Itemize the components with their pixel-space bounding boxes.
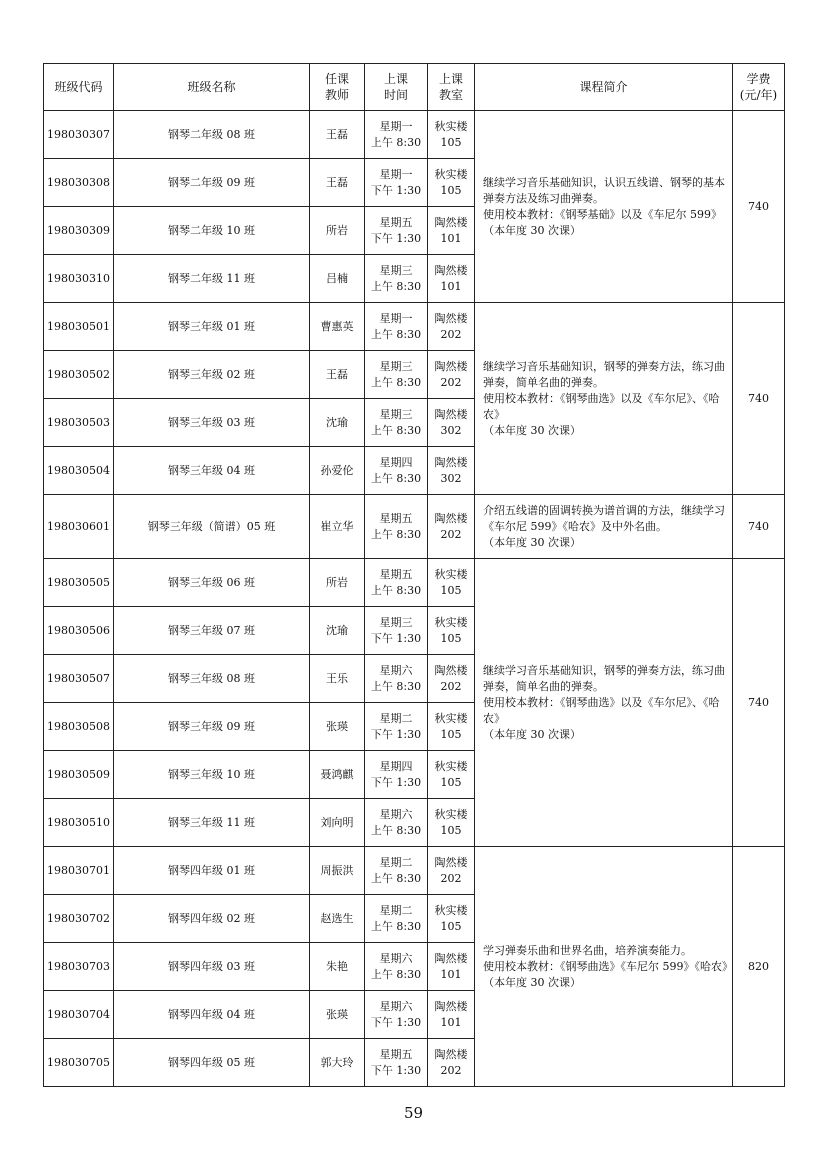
header-intro: 课程简介 (475, 64, 733, 111)
class-code: 198030702 (44, 895, 114, 943)
teacher-name: 王磊 (310, 351, 365, 399)
room-number: 101 (440, 1015, 462, 1029)
header-row (44, 64, 785, 111)
course-intro-line: 使用校本教材：《钢琴曲选》《车尼尔 599》《哈农》 (483, 959, 733, 973)
class-hour: 上午 8:30 (370, 279, 422, 293)
class-code: 198030601 (44, 495, 114, 559)
course-intro-line: 介绍五线谱的固调转换为谱首调的方法，继续学习《车尔尼 599》《哈农》及中外名曲。 (483, 503, 725, 533)
class-name: 钢琴三年级 11 班 (114, 799, 310, 847)
class-room (428, 255, 475, 303)
course-intro-line: （本年度 30 次课） (483, 727, 581, 741)
room-number: 105 (440, 183, 462, 197)
class-day: 星期六 (379, 663, 413, 677)
room-building: 秋实楼 (434, 807, 468, 821)
teacher-name: 所岩 (310, 559, 365, 607)
class-hour: 下午 1:30 (370, 183, 422, 197)
course-intro-line: （本年度 30 次课） (483, 223, 581, 237)
class-name: 钢琴四年级 04 班 (114, 991, 310, 1039)
class-time (365, 655, 428, 703)
room-building: 秋实楼 (434, 119, 468, 133)
class-code: 198030308 (44, 159, 114, 207)
class-hour: 上午 8:30 (370, 375, 422, 389)
class-time (365, 351, 428, 399)
room-building: 秋实楼 (434, 567, 468, 581)
teacher-name: 张瑛 (310, 991, 365, 1039)
course-intro-line: （本年度 30 次课） (483, 535, 581, 549)
class-name: 钢琴三年级 03 班 (114, 399, 310, 447)
class-room (428, 303, 475, 351)
room-number: 105 (440, 631, 462, 645)
class-room (428, 559, 475, 607)
class-name: 钢琴四年级 02 班 (114, 895, 310, 943)
class-time (365, 895, 428, 943)
class-code: 198030309 (44, 207, 114, 255)
class-code: 198030501 (44, 303, 114, 351)
class-hour: 上午 8:30 (370, 471, 422, 485)
tuition-fee: 740 (733, 111, 785, 303)
class-hour: 上午 8:30 (370, 823, 422, 837)
class-hour: 上午 8:30 (370, 871, 422, 885)
class-hour: 下午 1:30 (370, 631, 422, 645)
teacher-name: 周振洪 (310, 847, 365, 895)
header-class-code: 班级代码 (44, 64, 114, 111)
teacher-name: 刘向明 (310, 799, 365, 847)
class-room (428, 1039, 475, 1087)
class-hour: 下午 1:30 (370, 1015, 422, 1029)
class-hour: 上午 8:30 (370, 583, 422, 597)
class-name: 钢琴四年级 05 班 (114, 1039, 310, 1087)
room-building: 陶然楼 (434, 263, 468, 277)
room-number: 105 (440, 775, 462, 789)
room-building: 陶然楼 (434, 855, 468, 869)
class-hour: 上午 8:30 (370, 679, 422, 693)
teacher-name: 张瑛 (310, 703, 365, 751)
class-name: 钢琴三年级 07 班 (114, 607, 310, 655)
course-intro (475, 559, 733, 847)
room-building: 秋实楼 (434, 615, 468, 629)
teacher-name: 曹惠英 (310, 303, 365, 351)
room-number: 101 (440, 231, 462, 245)
class-name: 钢琴三年级 04 班 (114, 447, 310, 495)
teacher-name: 王磊 (310, 111, 365, 159)
room-building: 陶然楼 (434, 311, 468, 325)
class-name: 钢琴四年级 03 班 (114, 943, 310, 991)
class-hour: 下午 1:30 (370, 727, 422, 741)
room-building: 陶然楼 (434, 359, 468, 373)
class-time (365, 255, 428, 303)
table-row (44, 111, 785, 159)
tuition-fee: 740 (733, 495, 785, 559)
class-day: 星期二 (379, 903, 413, 917)
room-number: 105 (440, 727, 462, 741)
class-room (428, 207, 475, 255)
course-intro-line: 继续学习音乐基础知识，认识五线谱、钢琴的基本弹奏方法及练习曲弹奏。 (483, 175, 725, 205)
course-intro-line: （本年度 30 次课） (483, 975, 581, 989)
class-code: 198030502 (44, 351, 114, 399)
class-day: 星期三 (379, 359, 413, 373)
course-intro-line: 使用校本教材：《钢琴基础》以及《车尼尔 599》 (483, 207, 722, 221)
class-room (428, 399, 475, 447)
header-fee: 学费 (元/年) (733, 64, 785, 111)
table-row (44, 303, 785, 351)
room-building: 陶然楼 (434, 999, 468, 1013)
class-code: 198030509 (44, 751, 114, 799)
class-name: 钢琴三年级 10 班 (114, 751, 310, 799)
table-row (44, 495, 785, 559)
room-building: 陶然楼 (434, 215, 468, 229)
class-day: 星期三 (379, 615, 413, 629)
room-building: 陶然楼 (434, 951, 468, 965)
class-hour: 上午 8:30 (370, 423, 422, 437)
class-time (365, 559, 428, 607)
class-room (428, 111, 475, 159)
class-time (365, 159, 428, 207)
room-number: 202 (440, 327, 462, 341)
class-day: 星期一 (379, 311, 413, 325)
class-room (428, 655, 475, 703)
class-hour: 下午 1:30 (370, 775, 422, 789)
class-room (428, 943, 475, 991)
class-room (428, 751, 475, 799)
header-class-name: 班级名称 (114, 64, 310, 111)
class-time (365, 303, 428, 351)
class-time (365, 1039, 428, 1087)
class-time (365, 399, 428, 447)
teacher-name: 吕楠 (310, 255, 365, 303)
class-name: 钢琴三年级 08 班 (114, 655, 310, 703)
room-building: 秋实楼 (434, 167, 468, 181)
class-room (428, 895, 475, 943)
class-time (365, 703, 428, 751)
room-building: 陶然楼 (434, 663, 468, 677)
class-time (365, 447, 428, 495)
course-intro (475, 111, 733, 303)
class-day: 星期六 (379, 999, 413, 1013)
page-number: 59 (403, 1104, 424, 1122)
class-name: 钢琴四年级 01 班 (114, 847, 310, 895)
class-time (365, 495, 428, 559)
room-number: 105 (440, 919, 462, 933)
class-room (428, 847, 475, 895)
class-name: 钢琴三年级 06 班 (114, 559, 310, 607)
room-building: 陶然楼 (434, 1047, 468, 1061)
class-day: 星期二 (379, 711, 413, 725)
teacher-name: 王磊 (310, 159, 365, 207)
class-code: 198030503 (44, 399, 114, 447)
table-row (44, 847, 785, 895)
course-intro-line: 使用校本教材：《钢琴曲选》以及《车尔尼》、《哈农》 (483, 391, 720, 421)
class-code: 198030507 (44, 655, 114, 703)
class-name: 钢琴二年级 09 班 (114, 159, 310, 207)
class-time (365, 751, 428, 799)
class-hour: 上午 8:30 (370, 135, 422, 149)
class-hour: 上午 8:30 (370, 967, 422, 981)
class-room (428, 607, 475, 655)
class-day: 星期四 (379, 759, 413, 773)
class-code: 198030510 (44, 799, 114, 847)
class-code: 198030703 (44, 943, 114, 991)
class-hour: 上午 8:30 (370, 327, 422, 341)
header-teacher: 任课 教师 (310, 64, 365, 111)
course-schedule-table (43, 63, 785, 1087)
teacher-name: 崔立华 (310, 495, 365, 559)
class-code: 198030310 (44, 255, 114, 303)
class-time (365, 607, 428, 655)
tuition-fee: 740 (733, 303, 785, 495)
class-room (428, 159, 475, 207)
header-room: 上课 教室 (428, 64, 475, 111)
course-intro-line: 学习弹奏乐曲和世界名曲，培养演奏能力。 (483, 943, 692, 957)
room-number: 101 (440, 967, 462, 981)
teacher-name: 聂鸿麒 (310, 751, 365, 799)
room-building: 陶然楼 (434, 407, 468, 421)
class-time (365, 799, 428, 847)
class-room (428, 495, 475, 559)
class-code: 198030704 (44, 991, 114, 1039)
class-day: 星期三 (379, 407, 413, 421)
room-building: 陶然楼 (434, 455, 468, 469)
class-day: 星期二 (379, 855, 413, 869)
class-hour: 上午 8:30 (370, 527, 422, 541)
room-building: 秋实楼 (434, 711, 468, 725)
teacher-name: 所岩 (310, 207, 365, 255)
class-day: 星期五 (379, 567, 413, 581)
class-hour: 下午 1:30 (370, 1063, 422, 1077)
class-code: 198030504 (44, 447, 114, 495)
class-time (365, 207, 428, 255)
class-name: 钢琴二年级 08 班 (114, 111, 310, 159)
class-name: 钢琴三年级（简谱）05 班 (114, 495, 310, 559)
class-time (365, 847, 428, 895)
course-intro-line: （本年度 30 次课） (483, 423, 581, 437)
course-intro-line: 继续学习音乐基础知识，钢琴的弹奏方法，练习曲弹奏，简单名曲的弹奏。 (483, 663, 725, 693)
teacher-name: 沈瑜 (310, 399, 365, 447)
class-hour: 下午 1:30 (370, 231, 422, 245)
class-room (428, 799, 475, 847)
class-code: 198030705 (44, 1039, 114, 1087)
teacher-name: 郭大玲 (310, 1039, 365, 1087)
teacher-name: 朱艳 (310, 943, 365, 991)
room-number: 105 (440, 823, 462, 837)
class-room (428, 991, 475, 1039)
teacher-name: 王乐 (310, 655, 365, 703)
class-code: 198030307 (44, 111, 114, 159)
course-intro (475, 303, 733, 495)
room-number: 302 (440, 423, 462, 437)
room-number: 105 (440, 135, 462, 149)
class-room (428, 447, 475, 495)
class-code: 198030701 (44, 847, 114, 895)
course-intro-line: 继续学习音乐基础知识，钢琴的弹奏方法，练习曲弹奏，简单名曲的弹奏。 (483, 359, 725, 389)
class-day: 星期五 (379, 215, 413, 229)
class-code: 198030508 (44, 703, 114, 751)
course-intro (475, 495, 733, 559)
room-number: 302 (440, 471, 462, 485)
class-day: 星期一 (379, 119, 413, 133)
class-day: 星期一 (379, 167, 413, 181)
tuition-fee: 740 (733, 559, 785, 847)
room-number: 202 (440, 871, 462, 885)
class-name: 钢琴二年级 11 班 (114, 255, 310, 303)
class-name: 钢琴三年级 01 班 (114, 303, 310, 351)
class-day: 星期五 (379, 1047, 413, 1061)
class-day: 星期五 (379, 511, 413, 525)
course-intro (475, 847, 733, 1087)
class-name: 钢琴三年级 09 班 (114, 703, 310, 751)
class-name: 钢琴三年级 02 班 (114, 351, 310, 399)
room-number: 105 (440, 583, 462, 597)
table-row (44, 559, 785, 607)
class-time (365, 111, 428, 159)
class-day: 星期六 (379, 951, 413, 965)
course-intro-line: 使用校本教材：《钢琴曲选》以及《车尔尼》、《哈农》 (483, 695, 720, 725)
room-building: 陶然楼 (434, 511, 468, 525)
teacher-name: 赵选生 (310, 895, 365, 943)
class-day: 星期四 (379, 455, 413, 469)
class-code: 198030506 (44, 607, 114, 655)
room-number: 101 (440, 279, 462, 293)
class-hour: 上午 8:30 (370, 919, 422, 933)
class-room (428, 351, 475, 399)
class-room (428, 703, 475, 751)
tuition-fee: 820 (733, 847, 785, 1087)
class-day: 星期三 (379, 263, 413, 277)
class-code: 198030505 (44, 559, 114, 607)
room-number: 202 (440, 679, 462, 693)
class-day: 星期六 (379, 807, 413, 821)
teacher-name: 孙爱伦 (310, 447, 365, 495)
room-building: 秋实楼 (434, 903, 468, 917)
teacher-name: 沈瑜 (310, 607, 365, 655)
class-time (365, 991, 428, 1039)
class-time (365, 943, 428, 991)
room-number: 202 (440, 1063, 462, 1077)
room-building: 秋实楼 (434, 759, 468, 773)
room-number: 202 (440, 527, 462, 541)
room-number: 202 (440, 375, 462, 389)
class-name: 钢琴二年级 10 班 (114, 207, 310, 255)
header-time: 上课 时间 (365, 64, 428, 111)
